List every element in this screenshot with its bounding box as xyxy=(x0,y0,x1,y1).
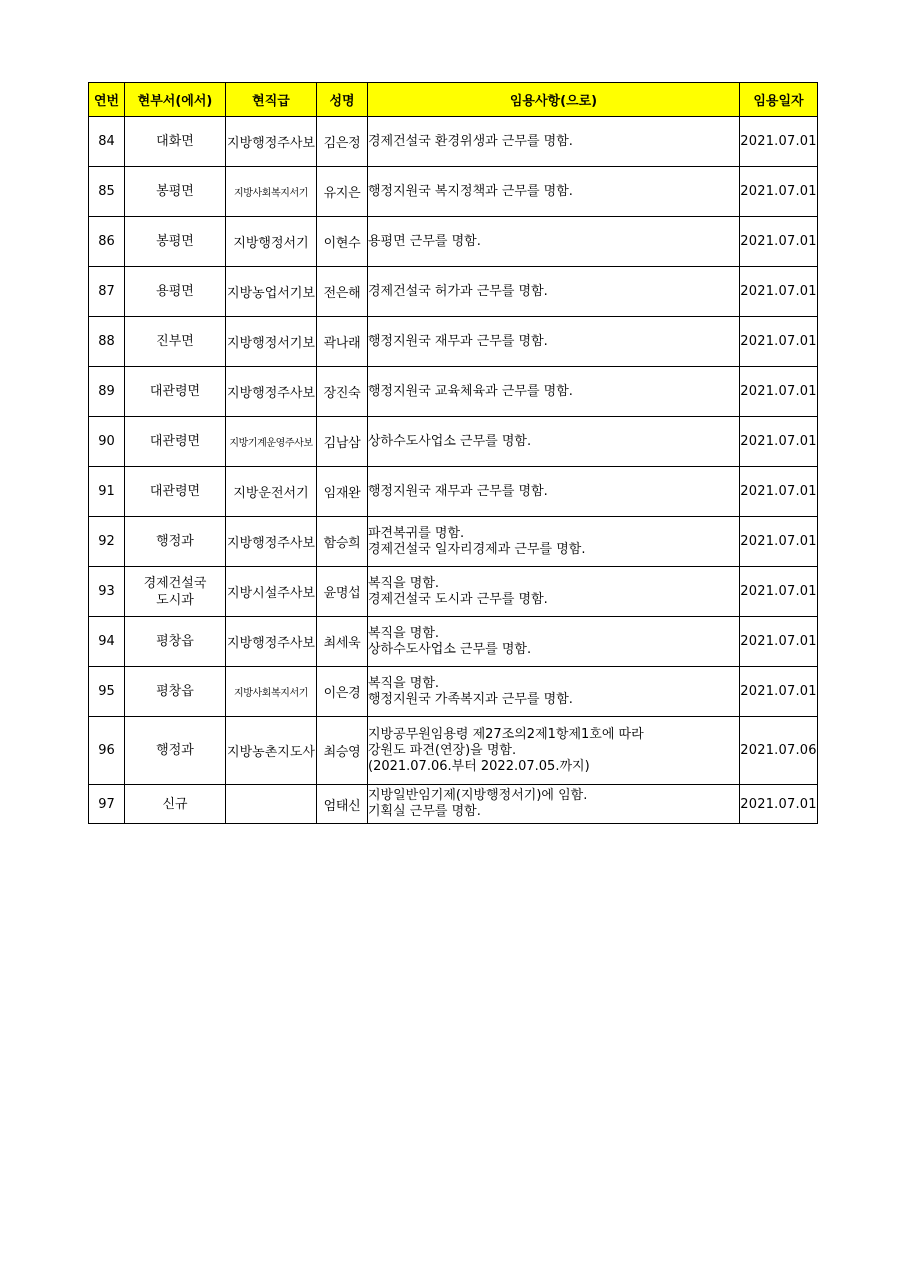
dept-line: 경제건설국 xyxy=(143,575,207,591)
cell-grade: 지방행정주사보 xyxy=(226,517,317,567)
cell-dept xyxy=(125,467,226,517)
cell-dept xyxy=(125,667,226,717)
table-row xyxy=(89,317,818,367)
cell-detail xyxy=(368,267,740,317)
cell-dept xyxy=(125,117,226,167)
dept-line: 대화면 xyxy=(156,134,194,149)
cell-detail xyxy=(368,717,740,785)
cell-date: 2021.07.01 xyxy=(740,417,818,467)
cell-name: 최승영 xyxy=(317,717,368,785)
cell-dept xyxy=(125,517,226,567)
cell-no: 86 xyxy=(89,217,125,267)
cell-date: 2021.07.01 xyxy=(740,367,818,417)
cell-grade: 지방기계운영주사보 xyxy=(226,417,317,467)
cell-date: 2021.07.01 xyxy=(740,567,818,617)
cell-no: 88 xyxy=(89,317,125,367)
header-no: 연번 xyxy=(89,83,125,117)
dept-line: 신규 xyxy=(162,796,188,812)
cell-name: 김은정 xyxy=(317,117,368,167)
dept-line: 대관령면 xyxy=(149,484,201,499)
cell-detail xyxy=(368,667,740,717)
cell-name: 함승희 xyxy=(317,517,368,567)
cell-dept xyxy=(125,417,226,467)
cell-detail xyxy=(368,167,740,217)
cell-grade: 지방농촌지도사 xyxy=(226,717,317,785)
cell-detail xyxy=(368,567,740,617)
cell-grade: 지방행정서기 xyxy=(226,217,317,267)
dept-line: 대관령면 xyxy=(149,434,201,449)
cell-dept xyxy=(125,567,226,617)
cell-dept xyxy=(125,267,226,317)
cell-grade: 지방운전서기 xyxy=(226,467,317,517)
dept-line: 용평면 xyxy=(156,284,194,299)
appointment-table xyxy=(88,82,818,824)
detail-line: 강원도 파견(연장)을 명함. xyxy=(368,742,517,758)
cell-detail xyxy=(368,467,740,517)
cell-dept xyxy=(125,617,226,667)
cell-grade: 지방사회복지서기 xyxy=(226,167,317,217)
detail-line: 상하수도사업소 근무를 명함. xyxy=(368,641,532,657)
cell-no: 84 xyxy=(89,117,125,167)
table-body xyxy=(89,117,818,824)
cell-date: 2021.07.01 xyxy=(740,617,818,667)
cell-name: 김남삼 xyxy=(317,417,368,467)
cell-date: 2021.07.01 xyxy=(740,517,818,567)
cell-name: 장진숙 xyxy=(317,367,368,417)
cell-detail xyxy=(368,617,740,667)
table-row xyxy=(89,717,818,785)
header-detail: 임용사항(으로) xyxy=(368,83,740,117)
cell-name: 엄태신 xyxy=(317,785,368,824)
cell-name: 최세욱 xyxy=(317,617,368,667)
cell-grade: 지방농업서기보 xyxy=(226,267,317,317)
table-row xyxy=(89,517,818,567)
cell-no: 85 xyxy=(89,167,125,217)
header-date: 임용일자 xyxy=(740,83,818,117)
cell-date: 2021.07.01 xyxy=(740,267,818,317)
detail-line: 기획실 근무를 명함. xyxy=(368,804,481,819)
dept-line: 대관령면 xyxy=(149,384,201,399)
detail-line: 행정지원국 가족복지과 근무를 명함. xyxy=(368,691,573,707)
table-row xyxy=(89,217,818,267)
cell-name: 이현수 xyxy=(317,217,368,267)
cell-dept xyxy=(125,367,226,417)
detail-line: 행정지원국 교육체육과 근무를 명함. xyxy=(368,383,573,399)
cell-grade: 지방행정서기보 xyxy=(226,317,317,367)
table-row xyxy=(89,617,818,667)
cell-detail xyxy=(368,417,740,467)
header-name: 성명 xyxy=(317,83,368,117)
cell-grade xyxy=(226,785,317,824)
cell-name: 유지은 xyxy=(317,167,368,217)
dept-line: 봉평면 xyxy=(156,234,194,249)
cell-name: 전은해 xyxy=(317,267,368,317)
cell-dept xyxy=(125,167,226,217)
cell-no: 89 xyxy=(89,367,125,417)
cell-grade: 지방시설주사보 xyxy=(226,567,317,617)
detail-line: 경제건설국 도시과 근무를 명함. xyxy=(368,591,548,607)
cell-name: 윤명섭 xyxy=(317,567,368,617)
table-row xyxy=(89,667,818,717)
detail-line: 파견복귀를 명함. xyxy=(368,525,465,541)
table-row xyxy=(89,467,818,517)
dept-line: 평창읍 xyxy=(156,634,194,649)
table-row xyxy=(89,785,818,824)
dept-line: 봉평면 xyxy=(156,184,194,199)
header-grade: 현직급 xyxy=(226,83,317,117)
cell-dept xyxy=(125,785,226,824)
table-row xyxy=(89,267,818,317)
cell-detail xyxy=(368,317,740,367)
cell-no: 94 xyxy=(89,617,125,667)
cell-name: 곽나래 xyxy=(317,317,368,367)
detail-line: (2021.07.06.부터 2022.07.05.까지) xyxy=(368,758,590,774)
dept-line: 행정과 xyxy=(156,534,194,549)
detail-line: 지방공무원임용령 제27조의2제1항제1호에 따라 xyxy=(368,726,644,742)
dept-line: 평창읍 xyxy=(156,684,194,699)
detail-line: 상하수도사업소 근무를 명함. xyxy=(368,433,532,449)
cell-date: 2021.07.01 xyxy=(740,167,818,217)
dept-line: 행정과 xyxy=(156,743,194,758)
detail-line: 용평면 근무를 명함. xyxy=(368,233,481,249)
cell-detail xyxy=(368,517,740,567)
cell-name: 이은경 xyxy=(317,667,368,717)
cell-date: 2021.07.01 xyxy=(740,217,818,267)
cell-grade: 지방행정주사보 xyxy=(226,117,317,167)
cell-date: 2021.07.01 xyxy=(740,785,818,824)
detail-line: 지방일반임기제(지방행정서기)에 임함. xyxy=(368,788,588,803)
dept-line: 도시과 xyxy=(156,592,194,608)
cell-no: 93 xyxy=(89,567,125,617)
cell-dept xyxy=(125,217,226,267)
cell-detail xyxy=(368,217,740,267)
detail-line: 복직을 명함. xyxy=(368,675,440,691)
detail-line: 행정지원국 복지정책과 근무를 명함. xyxy=(368,183,573,199)
table-row xyxy=(89,167,818,217)
detail-line: 행정지원국 재무과 근무를 명함. xyxy=(368,483,548,499)
table-row xyxy=(89,367,818,417)
cell-grade: 지방행정주사보 xyxy=(226,367,317,417)
detail-line: 경제건설국 일자리경제과 근무를 명함. xyxy=(368,541,586,557)
cell-no: 97 xyxy=(89,785,125,824)
header-dept: 현부서(에서) xyxy=(125,83,226,117)
cell-no: 95 xyxy=(89,667,125,717)
cell-detail xyxy=(368,367,740,417)
cell-no: 90 xyxy=(89,417,125,467)
cell-dept xyxy=(125,717,226,785)
cell-name: 임재완 xyxy=(317,467,368,517)
detail-line: 복직을 명함. xyxy=(368,575,440,591)
cell-dept xyxy=(125,317,226,367)
cell-detail xyxy=(368,785,740,824)
cell-no: 91 xyxy=(89,467,125,517)
cell-no: 96 xyxy=(89,717,125,785)
table-row xyxy=(89,417,818,467)
cell-grade: 지방행정주사보 xyxy=(226,617,317,667)
detail-line: 복직을 명함. xyxy=(368,625,440,641)
table-row xyxy=(89,567,818,617)
cell-date: 2021.07.06 xyxy=(740,717,818,785)
cell-date: 2021.07.01 xyxy=(740,317,818,367)
dept-line: 진부면 xyxy=(156,334,194,349)
cell-date: 2021.07.01 xyxy=(740,667,818,717)
detail-line: 경제건설국 환경위생과 근무를 명함. xyxy=(368,133,573,149)
header-row xyxy=(89,83,818,117)
cell-no: 87 xyxy=(89,267,125,317)
detail-line: 행정지원국 재무과 근무를 명함. xyxy=(368,333,548,349)
cell-date: 2021.07.01 xyxy=(740,467,818,517)
cell-no: 92 xyxy=(89,517,125,567)
table-row xyxy=(89,117,818,167)
cell-date: 2021.07.01 xyxy=(740,117,818,167)
cell-detail xyxy=(368,117,740,167)
cell-grade: 지방사회복지서기 xyxy=(226,667,317,717)
detail-line: 경제건설국 허가과 근무를 명함. xyxy=(368,283,548,299)
